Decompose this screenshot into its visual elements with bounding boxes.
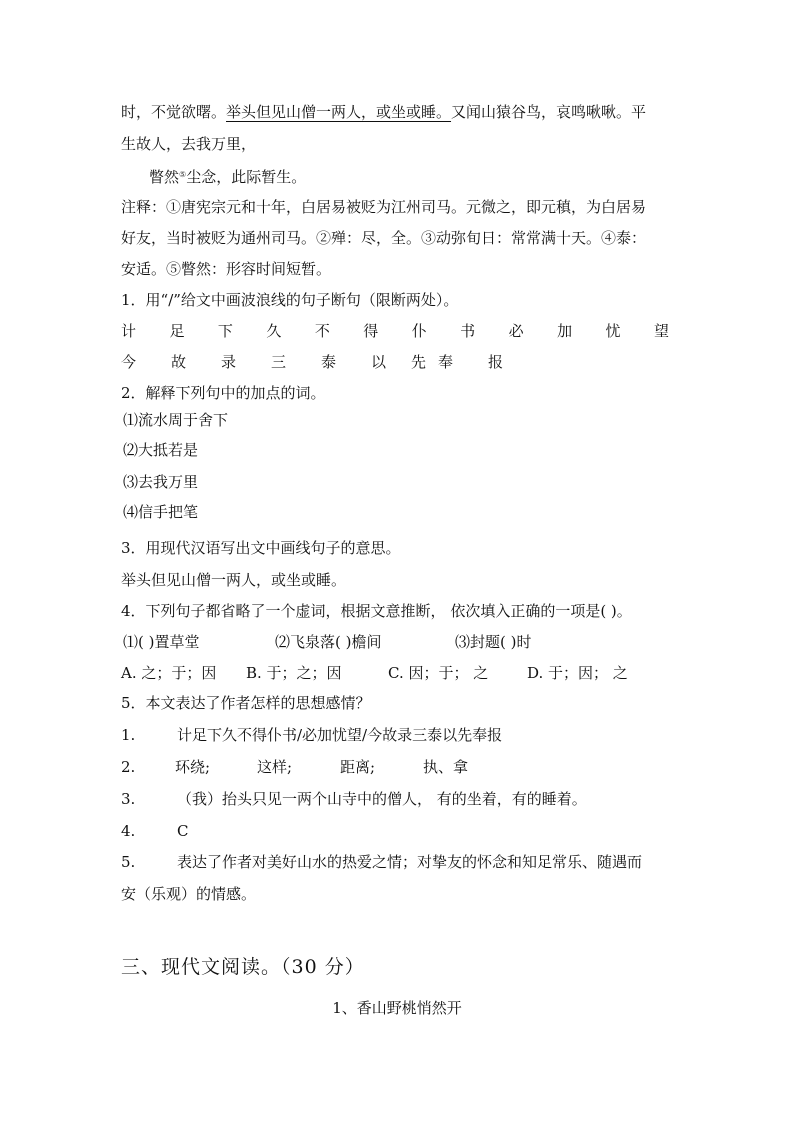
passage-text: 瞥然 (149, 168, 180, 186)
character: 仆 (411, 322, 427, 340)
character: 故 (171, 353, 187, 371)
notes-line-1: 注释：①唐宪宗元和十年，白居易被贬为江州司马。元微之，即元稹，为白居易 (121, 198, 647, 216)
option-b: B. 于；之；因 (246, 664, 342, 682)
character: 下 (217, 322, 233, 340)
answer-term: 执、拿 (423, 758, 469, 776)
answer-number: 3. (121, 790, 136, 808)
character: 先 (411, 353, 427, 371)
question-2-item-2: ⑵大抵若是 (123, 441, 199, 459)
option-c: C. 因；于； 之 (388, 664, 489, 682)
answer-number: 5. (121, 853, 136, 871)
underlined-sentence: 举头但见山僧一两人，或坐或睡。 (226, 103, 452, 121)
question-2-item-1: ⑴流水周于舍下 (123, 411, 229, 429)
character: 以 (371, 353, 387, 371)
character: 泰 (321, 353, 337, 371)
blank-item: ⑶封题( )时 (455, 633, 532, 651)
character: 久 (266, 322, 282, 340)
answer-number: 2. (121, 758, 136, 776)
character: 望 (653, 322, 669, 340)
answer-term: 距离; (340, 758, 376, 776)
character: 奉 (438, 353, 454, 371)
question-5-prompt: 5．本文表达了作者怎样的思想感情？ (121, 694, 371, 712)
answer-text: 表达了作者对美好山水的热爱之情；对挚友的怀念和知足常乐、随遇而 (177, 853, 643, 871)
question-2-item-4: ⑷信手把笔 (123, 503, 199, 521)
answer-number: 1. (121, 726, 136, 744)
passage-text: 时，不觉欲曙。 (121, 103, 227, 121)
passage-text: 尘念，此际暂生。 (186, 168, 307, 186)
answer-number: 4. (121, 822, 136, 840)
passage-text: 又闻山猿谷鸟，哀鸣啾啾。平 (451, 103, 647, 121)
character: 加 (557, 322, 573, 340)
answer-5-continuation: 安（乐观）的情感。 (121, 885, 257, 903)
notes-line-2: 好友，当时被贬为通州司马。②殚：尽，全。③动弥旬日：常常满十天。④泰： (121, 229, 647, 247)
answer-term: 环绕; (175, 758, 211, 776)
character: 报 (488, 353, 504, 371)
option-d: D. 于；因； 之 (527, 664, 628, 682)
character: 得 (363, 322, 379, 340)
question-3-prompt: 3．用现代汉语写出文中画线句子的意思。 (121, 539, 401, 557)
question-3-sentence: 举头但见山僧一两人，或坐或睡。 (121, 571, 347, 589)
question-2-item-3: ⑶去我万里 (123, 473, 199, 491)
option-a: A. 之；于；因 (121, 664, 217, 682)
character: 计 (121, 322, 137, 340)
blank-item: ⑴( )置草堂 (123, 633, 200, 651)
footnote-marker: ⑤ (179, 170, 187, 179)
answer-term: 这样; (257, 758, 293, 776)
answer-text: C (177, 822, 189, 840)
character: 今 (121, 353, 137, 371)
question-4-prompt: 4．下列句子都省略了一个虚词，根据文意推断， 依次填入正确的一项是( )。 (121, 602, 632, 620)
answer-text: 计足下久不得仆书/必加忧望/今故录三泰以先奉报 (177, 726, 503, 744)
character: 必 (508, 322, 524, 340)
notes-line-3: 安适。⑤瞥然：形容时间短暂。 (121, 260, 332, 278)
section-heading: 三、现代文阅读。（30 分） (121, 956, 365, 978)
character: 不 (314, 322, 330, 340)
character: 足 (169, 322, 185, 340)
passage-line-3 (149, 164, 306, 188)
question-1-prompt: 1．用“/”给文中画波浪线的句子断句（限断两处）。 (121, 291, 459, 309)
punctuation-sentence-row-1 (121, 320, 669, 342)
article-title: 1、香山野桃悄然开 (332, 999, 462, 1017)
passage-line-1 (121, 101, 646, 123)
character: 三 (271, 353, 287, 371)
answer-text: （我）抬头只见一两个山寺中的僧人， 有的坐着，有的睡着。 (177, 790, 587, 808)
character: 忧 (605, 322, 621, 340)
passage-line-2: 生故人，去我万里， (121, 135, 257, 153)
blank-item: ⑵飞泉落( )檐间 (275, 633, 382, 651)
question-2-prompt: 2．解释下列句中的加点的词。 (121, 384, 326, 402)
character: 书 (460, 322, 476, 340)
character: 录 (221, 353, 237, 371)
